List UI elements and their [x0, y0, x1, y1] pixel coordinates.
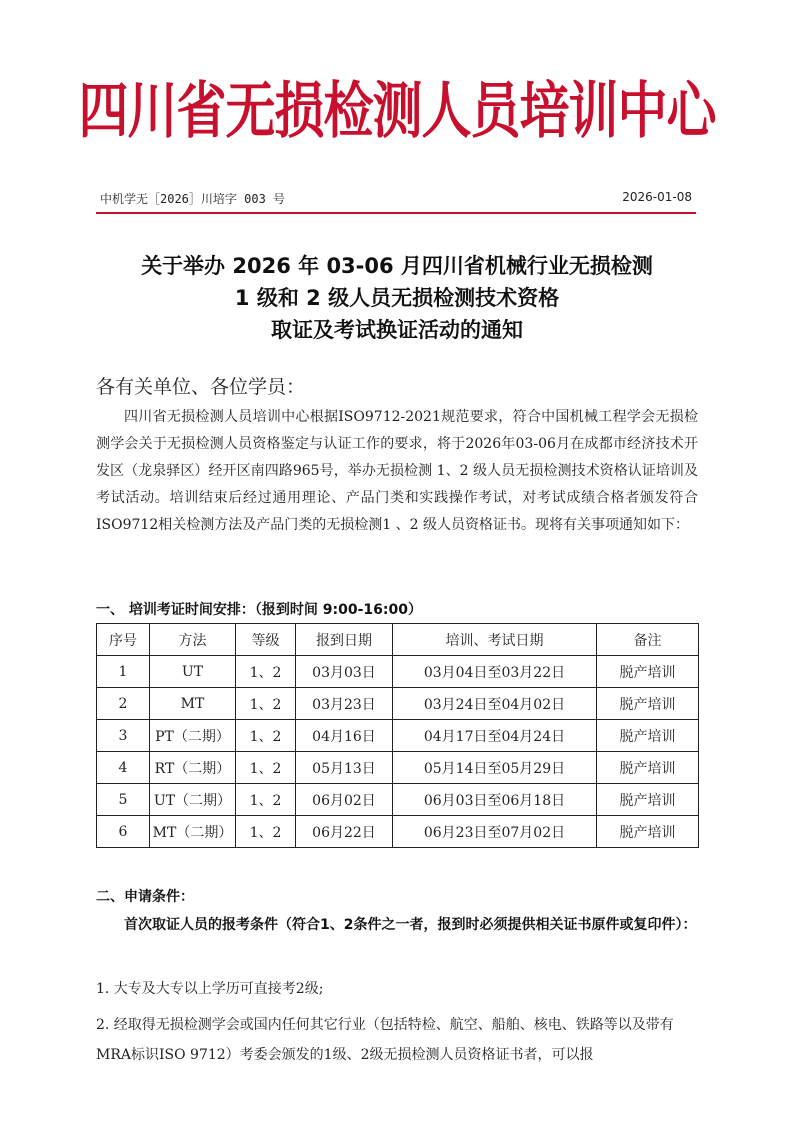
condition-item-1: 1. 大专及大专以上学历可直接考2级;: [96, 981, 324, 997]
cell-level: 1、2: [236, 752, 296, 784]
cell-training-dates: 03月04日至03月22日: [393, 656, 597, 688]
cell-training-dates: 04月17日至04月24日: [393, 720, 597, 752]
cell-level: 1、2: [236, 784, 296, 816]
cell-index: 5: [97, 784, 150, 816]
cell-index: 3: [97, 720, 150, 752]
cell-training-dates: 06月03日至06月18日: [393, 784, 597, 816]
cell-method: RT（二期）: [150, 752, 236, 784]
cell-report-date: 03月23日: [296, 688, 393, 720]
header-divider: [96, 212, 696, 214]
schedule-table: [96, 623, 699, 848]
cell-training-dates: 05月14日至05月29日: [393, 752, 597, 784]
cell-index: 2: [97, 688, 150, 720]
cell-notes: 脱产培训: [597, 688, 699, 720]
cell-index: 4: [97, 752, 150, 784]
section-1-heading: 一、 培训考证时间安排：（报到时间 9:00-16:00）: [96, 602, 422, 618]
cell-index: 6: [97, 816, 150, 848]
cell-level: 1、2: [236, 688, 296, 720]
document-number: 中机学无［2026］川培字 003 号: [100, 192, 286, 206]
title-line-1: 关于举办 2026 年 03-06 月四川省机械行业无损检测: [141, 254, 653, 278]
cell-level: 1、2: [236, 816, 296, 848]
table-row: [97, 752, 699, 784]
table-row: [97, 816, 699, 848]
cell-notes: 脱产培训: [597, 752, 699, 784]
cell-notes: 脱产培训: [597, 784, 699, 816]
header-level: 等级: [236, 624, 296, 656]
cell-method: MT（二期）: [150, 816, 236, 848]
cell-notes: 脱产培训: [597, 656, 699, 688]
header-report-date: 报到日期: [296, 624, 393, 656]
header-notes: 备注: [597, 624, 699, 656]
cell-notes: 脱产培训: [597, 720, 699, 752]
header-training-dates: 培训、考试日期: [393, 624, 597, 656]
cell-method: PT（二期）: [150, 720, 236, 752]
table-row: [97, 720, 699, 752]
cell-level: 1、2: [236, 720, 296, 752]
intro-paragraph: 四川省无损检测人员培训中心根据ISO9712-2021规范要求，符合中国机械工程学会无损检测学会关于无损检测人员资格鉴定与认证工作的要求，将于2026年03-06月在成都市经济技术开发区（龙泉驿区）经开区南四路965号，举办无损检测 1、2 级人员无损检测技术资格认证培训及考试活动。培训结束后经过通用理论、产品门类和实践操作考试，对考试成绩合格者颁发符合ISO9712相关检测方法及产品门类的无损检测1 、2 级人员资格证书。现将有关事项通知如下：: [96, 409, 698, 533]
header-index: 序号: [97, 624, 150, 656]
cell-report-date: 05月13日: [296, 752, 393, 784]
cell-method: MT: [150, 688, 236, 720]
cell-report-date: 04月16日: [296, 720, 393, 752]
header-method: 方法: [150, 624, 236, 656]
table-row: [97, 656, 699, 688]
cell-report-date: 03月03日: [296, 656, 393, 688]
table-header-row: [97, 624, 699, 656]
title-line-3: 取证及考试换证活动的通知: [271, 318, 523, 342]
notice-title: [0, 250, 794, 346]
cell-training-dates: 06月23日至07月02日: [393, 816, 597, 848]
section-2-heading: 二、申请条件：: [96, 889, 194, 905]
title-line-2: 1 级和 2 级人员无损检测技术资格: [234, 286, 560, 310]
condition-item-2: 2. 经取得无损检测学会或国内任何其它行业（包括特检、航空、船舶、核电、铁路等以及带有MRA标识ISO 9712）考委会颁发的1级、2级无损检测人员资格证书者，可以报: [96, 1017, 674, 1063]
cell-training-dates: 03月24日至04月02日: [393, 688, 597, 720]
cell-report-date: 06月02日: [296, 784, 393, 816]
cell-method: UT: [150, 656, 236, 688]
cell-level: 1、2: [236, 656, 296, 688]
cell-method: UT（二期）: [150, 784, 236, 816]
masthead-title: 四川省无损检测人员培训中心: [78, 74, 716, 147]
table-row: [97, 784, 699, 816]
document-date: 2026-01-08: [622, 190, 692, 204]
table-row: [97, 688, 699, 720]
cell-index: 1: [97, 656, 150, 688]
cell-notes: 脱产培训: [597, 816, 699, 848]
conditions-intro: 首次取证人员的报考条件（符合1、2条件之一者，报到时必须提供相关证书原件或复印件）：: [124, 917, 697, 933]
greeting: 各有关单位、各位学员：: [96, 376, 306, 398]
cell-report-date: 06月22日: [296, 816, 393, 848]
